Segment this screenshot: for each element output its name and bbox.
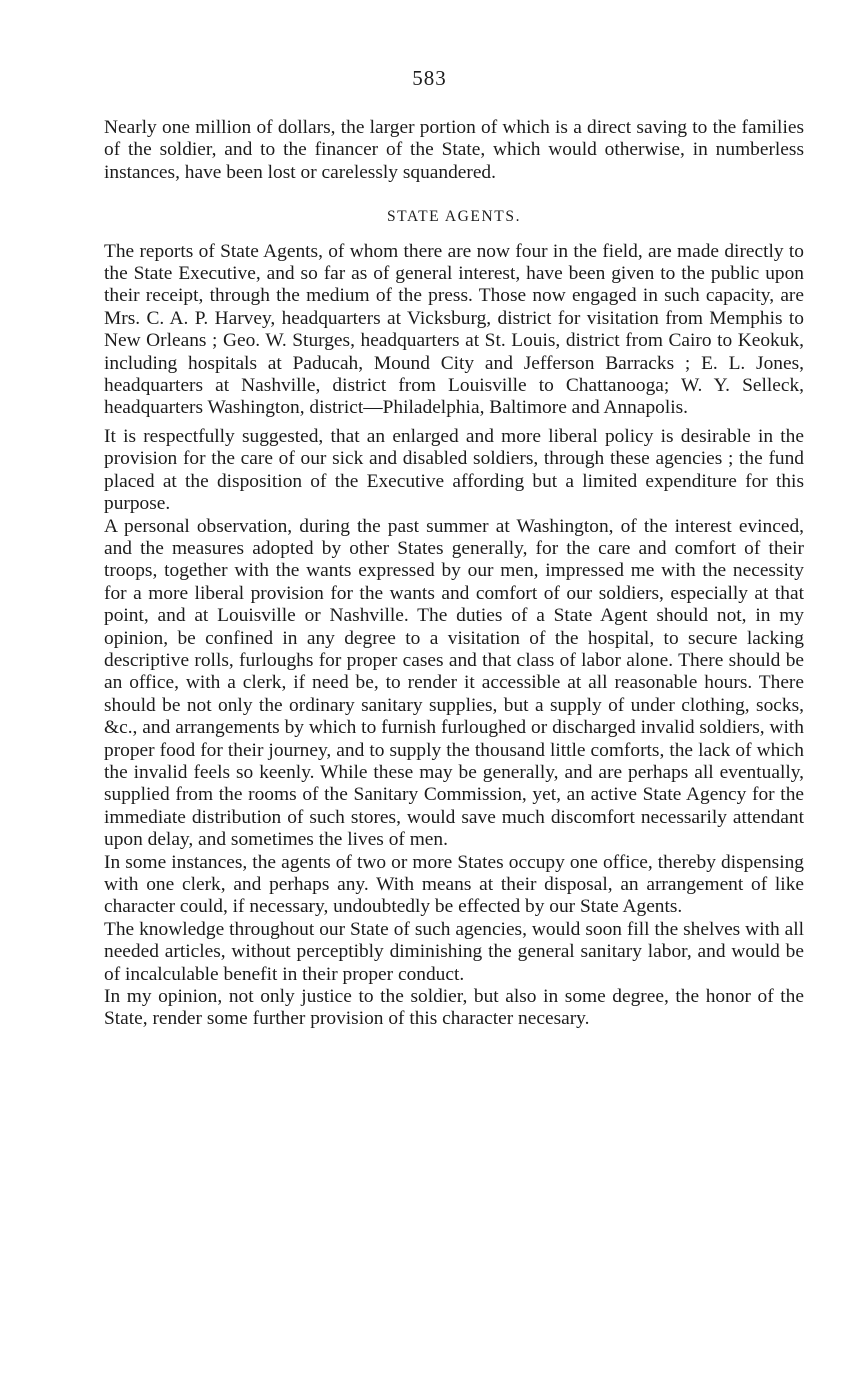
paragraph-savings: Nearly one million of dollars, the larger portion of which is a direct saving to the families of the soldier, and to the financer of the State, which would otherwise, in numberless instances, have been lost or carelessly squandered. bbox=[104, 117, 804, 183]
paragraph-state-agents-reports: The reports of State Agents, of whom there are now four in the field, are made directly to the State Executive, and so far as of general interest, have been given to the public upon their receipt, through the medium of the press. Those now engaged in such capacity, are Mrs. C. A. P. Harvey, headquarters at Vicksburg, district for visitation from Memphis to New Orleans ; Geo. W. Sturges, headquarters at St. Louis, district from Cairo to Keokuk, including hospitals at Paducah, Mound City and Jefferson Barracks ; E. L. Jones, headquarters at Nashville, district from Louisville to Chattanooga; W. Y. Selleck, headquarters Washington, district—Philadelphia, Baltimore and Annapolis. bbox=[104, 240, 804, 419]
paragraph-opinion: In my opinion, not only justice to the soldier, but also in some degree, the honor of the State, render some further provision of this character necesary. bbox=[104, 986, 804, 1030]
paragraph-liberal-policy: It is respectfully suggested, that an enlarged and more liberal policy is desirable in the provision for the care of our sick and disabled soldiers, through these agencies ; the fund placed at the disposition of the Executive affording but a limited expenditure for this purpose. bbox=[104, 425, 804, 515]
paragraph-shared-offices: In some instances, the agents of two or more States occupy one office, thereby dispensing with one clerk, and perhaps any. With means at their disposal, an arrangement of like character could, if necessary, undoubtedly be effected by our State Agents. bbox=[104, 851, 804, 918]
page-number: 583 bbox=[412, 66, 447, 90]
paragraph-knowledge-of-agencies: The knowledge throughout our State of such agencies, would soon fill the shelves with all needed articles, without perceptibly diminishing the general sanitary labor, and would be of incalculable benefit in their proper conduct. bbox=[104, 918, 804, 985]
document-body bbox=[104, 117, 804, 1031]
paragraph-personal-observation: A personal observation, during the past summer at Washington, of the interest evinced, and the measures adopted by other States generally, for the care and comfort of their troops, together with the wants expressed by our men, impressed me with the necessity for a more liberal provision for the wants and comfort of our soldiers, especially at that point, and at Louisville or Nashville. The duties of a State Agent should not, in my opinion, be confined in any degree to a visitation of the hospital, to secure lacking descriptive rolls, furloughs for proper cases and that class of labor alone. There should be an office, with a clerk, if need be, to render it accessible at all reasonable hours. There should be not only the ordinary sanitary supplies, but a supply of under clothing, socks, &c., and arrangements by which to furnish furloughed or discharged invalid soldiers, with proper food for their journey, and to supply the thousand little comforts, the lack of which the invalid feels so keenly. While these may be generally, and are perhaps all eventually, supplied from the rooms of the Sanitary Commission, yet, an active State Agency for the immediate distribution of such stores, would save much discomfort necessarily attendant upon delay, and sometimes the lives of men. bbox=[104, 515, 804, 851]
section-heading: STATE AGENTS. bbox=[386, 208, 522, 226]
